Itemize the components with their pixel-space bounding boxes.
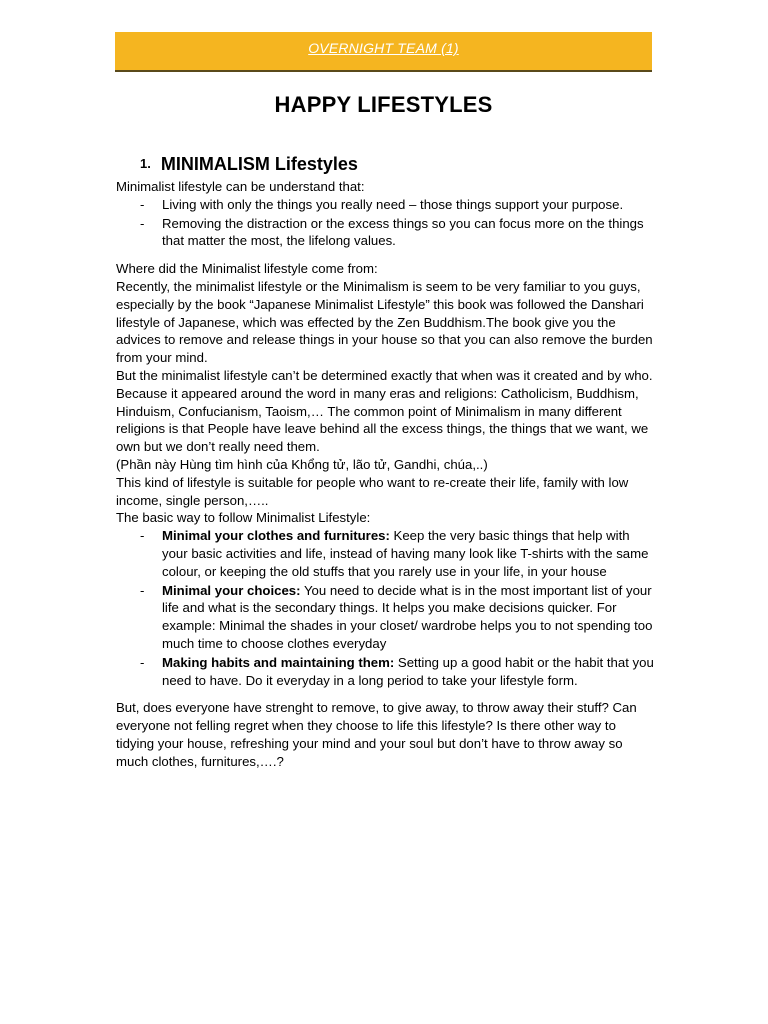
document-title: HAPPY LIFESTYLES	[274, 92, 493, 117]
section-title: MINIMALISM Lifestyles	[160, 154, 358, 174]
note-paragraph: (Phần này Hùng tìm hình của Khổng tử, lão tử, Gandhi, chúa,..)	[116, 456, 488, 472]
list-item: - Living with only the things you really need – those things support your purpose.	[116, 196, 656, 214]
closing-paragraph: But, does everyone have strenght to remove, to give away, to throw away their stuff? Can everyone not felling regret when they choose to life this lifestyle? Is there other way to tidying your house, refreshing your mind and your soul but don’t have to throw away so much clothes, furnitures,….?	[116, 700, 637, 769]
paragraph: But the minimalist lifestyle can’t be determined exactly that when was it created and by who. Because it appeared around the word in many eras and religions: Catholicism, Buddhism, Hinduism, Confucianism, Taoism,… The common point of Minimalism in many different religions is that People have leave behind all the excess things, the things that we want, we own but we don’t really need them.	[116, 367, 653, 455]
ways-list	[116, 527, 656, 689]
intro-list	[116, 196, 656, 250]
way-label: Minimal your choices:	[162, 582, 301, 598]
list-item	[116, 527, 656, 580]
header-banner	[115, 32, 652, 72]
banner-title: OVERNIGHT TEAM (1)	[308, 40, 459, 56]
basic-way-heading: The basic way to follow Minimalist Lifestyle:	[116, 510, 371, 526]
document-body	[116, 178, 656, 771]
paragraph: Recently, the minimalist lifestyle or the Minimalism is seem to be very familiar to you guys, especially by the book “Japanese Minimalist Lifestyle” this book was followed the Danshari lifestyle of Japanese, which was effected by the Zen Buddhism.The book give you the advices to remove and release things in your house so that you can also remove the burden from your mind.	[116, 278, 653, 366]
way-text: You need to decide what is in the most important list of your life and what is the secondary things. It helps you make decisions quicker. For example: Minimal the shades in your closet/ wardrobe helps you to not spending too much time to choose clothes everyday	[162, 582, 653, 651]
list-item: - Removing the distraction or the excess things so you can focus more on the things that matter the most, the lifelong values.	[116, 215, 656, 251]
way-text: Setting up a good habit or the habit that you need to have. Do it everyday in a long period to take your lifestyle form.	[162, 654, 654, 688]
paragraph: This kind of lifestyle is suitable for people who want to re-create their life, family with low income, single person,…..	[116, 474, 629, 508]
intro-text: Minimalist lifestyle can be understand that:	[116, 179, 365, 194]
list-item	[116, 654, 656, 690]
way-text: Keep the very basic things that help with your basic activities and life, instead of having many look like T-shirts with the same colour, or keeping the old stuffs that you rarely use in your life, in your house	[162, 528, 649, 579]
way-label: Making habits and maintaining them:	[162, 654, 395, 670]
section-heading	[140, 154, 358, 175]
origin-question: Where did the Minimalist lifestyle come from:	[116, 261, 378, 277]
section-number: 1.	[140, 156, 151, 171]
way-label: Minimal your clothes and furnitures:	[162, 528, 390, 544]
list-item	[116, 582, 656, 653]
